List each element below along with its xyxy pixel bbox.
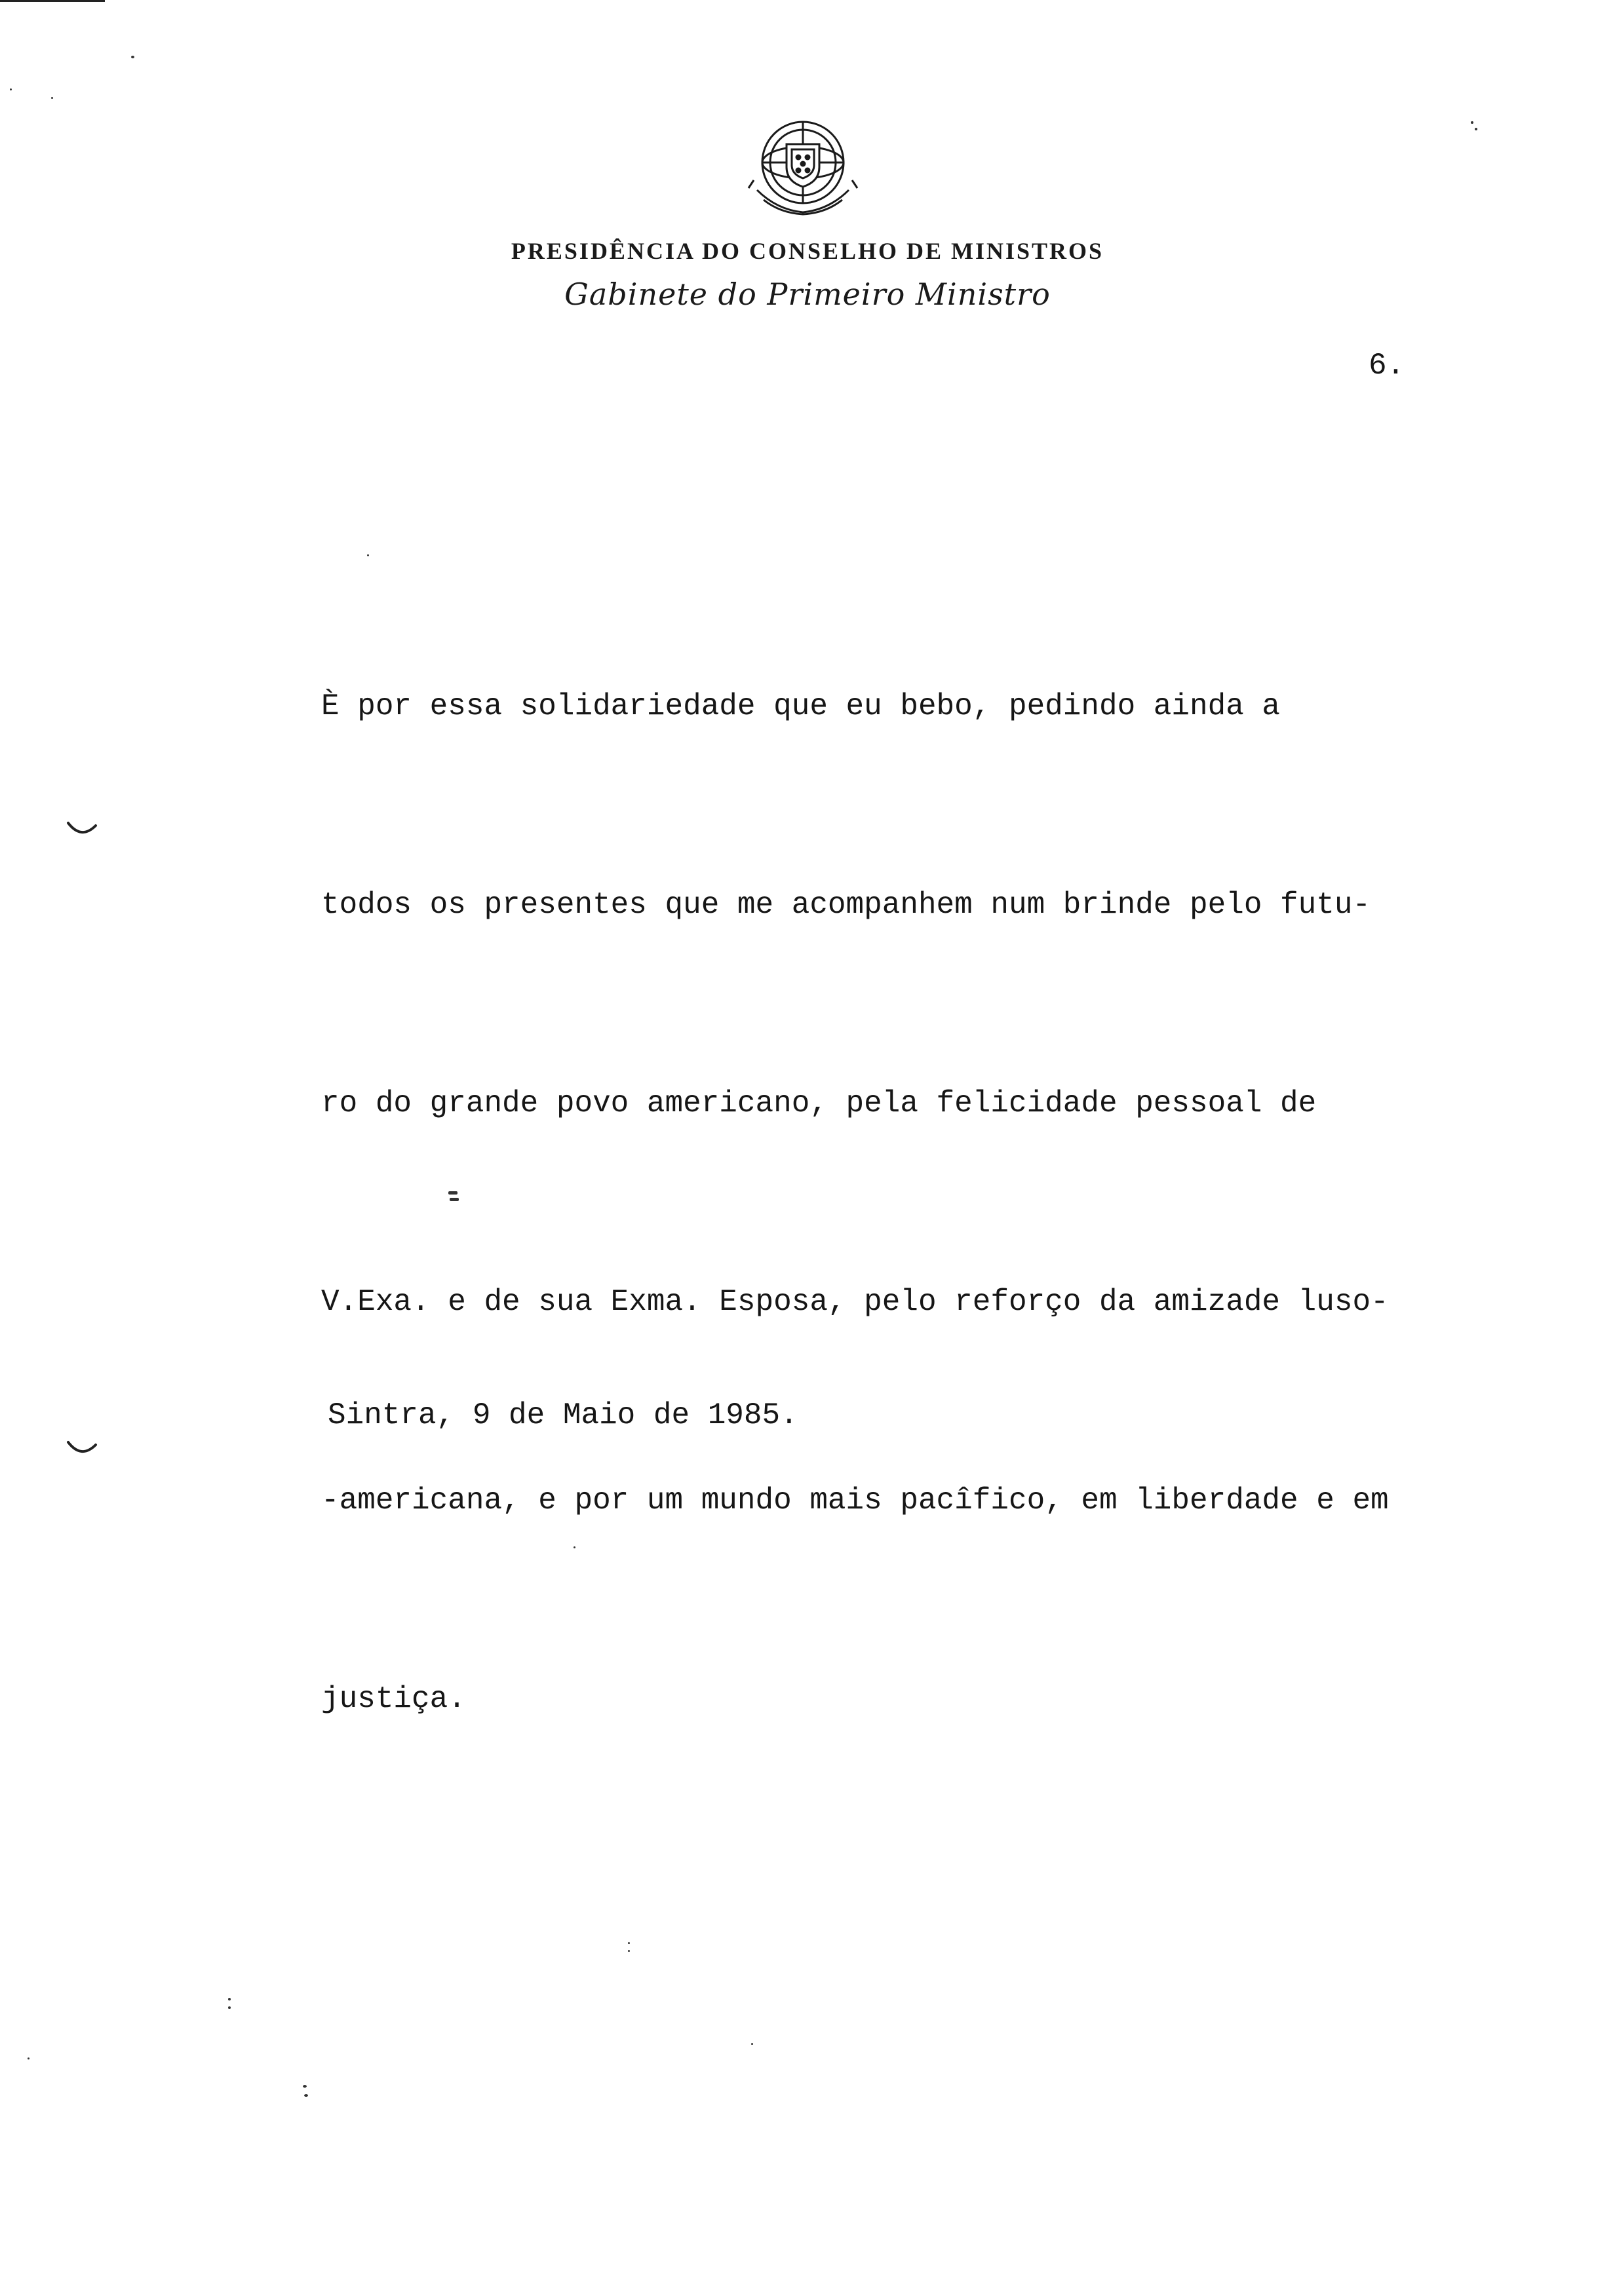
scan-speck	[1471, 121, 1473, 124]
binding-hole-mark-icon	[66, 819, 98, 845]
body-paragraph	[321, 541, 1389, 1865]
scan-speck	[1475, 128, 1477, 130]
page-number: 6.	[1369, 349, 1405, 383]
scan-speck	[574, 1546, 575, 1548]
place-and-date: Sintra, 9 de Maio de 1985.	[328, 1398, 798, 1432]
coat-of-arms-seal-icon	[741, 111, 865, 229]
scan-speck	[628, 1942, 630, 1944]
scan-mark	[450, 1198, 459, 1201]
organization-name: PRESIDÊNCIA DO CONSELHO DE MINISTROS	[511, 238, 1104, 264]
scan-speck	[228, 2006, 231, 2009]
scan-speck	[628, 1950, 630, 1952]
body-line: ro do grande povo americano, pela felicidade pessoal de	[321, 1086, 1317, 1120]
scan-speck	[51, 97, 53, 99]
scan-speck	[304, 2094, 308, 2097]
scan-speck	[131, 56, 134, 58]
binding-hole-mark-icon	[66, 1438, 98, 1464]
body-line: V.Exa. e de sua Exma. Esposa, pelo reforço da amizade luso-	[321, 1285, 1389, 1319]
scan-speck	[303, 2085, 307, 2088]
cabinet-name: Gabinete do Primeiro Ministro	[564, 277, 1051, 312]
body-line: -americana, e por um mundo mais pacîfico, em liberdade e em	[321, 1483, 1389, 1518]
scan-speck	[228, 1998, 231, 2000]
scan-speck	[367, 554, 369, 556]
body-line: justiça.	[321, 1682, 466, 1716]
top-left-rule	[0, 0, 105, 2]
scan-speck	[28, 2057, 29, 2059]
body-line: È por essa solidariedade que eu bebo, pedindo ainda a	[321, 689, 1281, 723]
scan-mark	[448, 1191, 457, 1195]
body-line: todos os presentes que me acompanhem num brinde pelo futu-	[321, 888, 1371, 922]
scan-speck	[751, 2043, 753, 2045]
scan-speck	[10, 88, 12, 90]
